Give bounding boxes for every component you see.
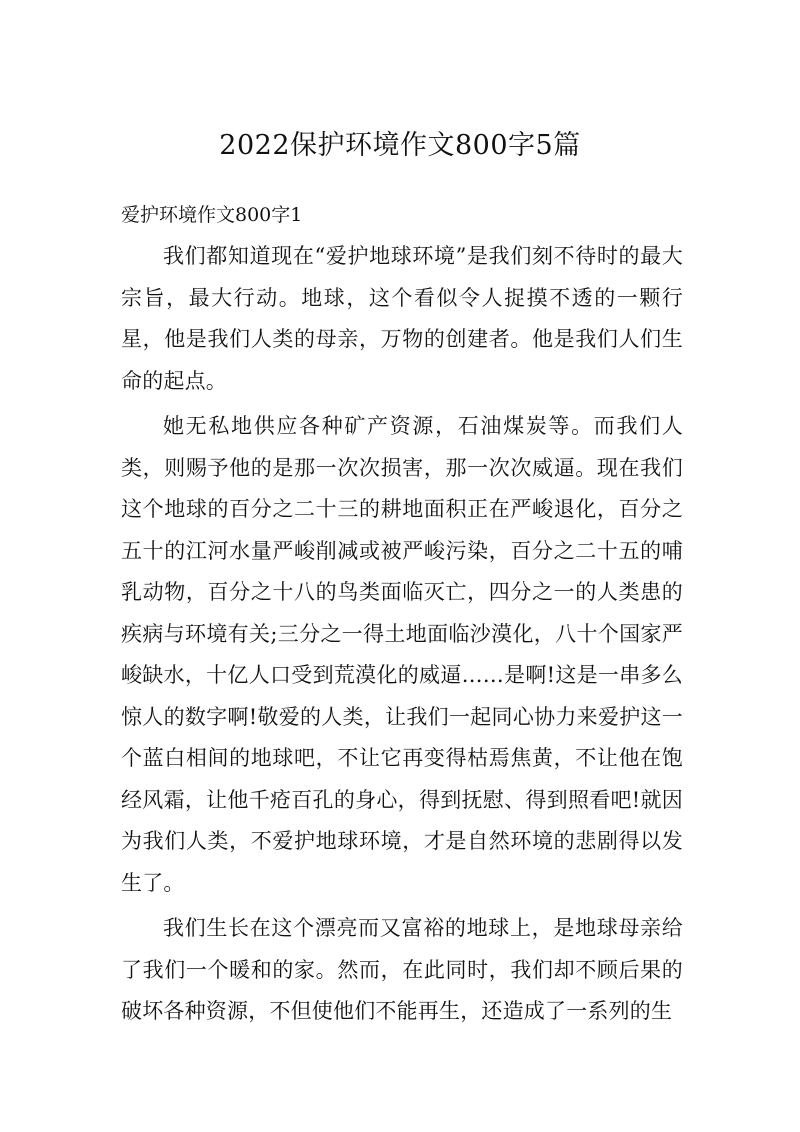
document-title: 2022保护环境作文800字5篇 [219, 130, 581, 161]
essay-body [121, 236, 683, 1033]
paragraph-1: 我们都知道现在“爱护地球环境”是我们刻不待时的最大宗旨，最大行动。地球，这个看似令人捉摸不透的一颗行星，他是我们人类的母亲，万物的创建者。他是我们人们生命的起点。 [121, 244, 683, 393]
section-heading: 爱护环境作文800字1 [121, 204, 303, 226]
paragraph-3: 我们生长在这个漂亮而又富裕的地球上，是地球母亲给了我们一个暖和的家。然而，在此同时，我们却不顾后果的破坏各种资源，不但使他们不能再生，还造成了一系列的生 [121, 916, 683, 1023]
paragraph-2: 她无私地供应各种矿产资源，石油煤炭等。而我们人类，则赐予他的是那一次次损害，那一次次威逼。现在我们这个地球的百分之二十三的耕地面积正在严峻退化，百分之五十的江河水量严峻削减或被严峻污染，百分之二十五的哺乳动物，百分之十八的鸟类面临灭亡，四分之一的人类患的疾病与环境有关;三分之一得土地面临沙漠化，八十个国家严峻缺水，十亿人口受到荒漠化的威逼……是啊!这是一串多么惊人的数字啊!敬爱的人类，让我们一起同心协力来爱护这一个蓝白相间的地球吧，不让它再变得枯焉焦黄，不让他在饱经风霜，让他千疮百孔的身心，得到抚慰、得到照看吧!就因为我们人类，不爱护地球环境，才是自然环境的悲剧得以发生了。 [121, 414, 683, 895]
